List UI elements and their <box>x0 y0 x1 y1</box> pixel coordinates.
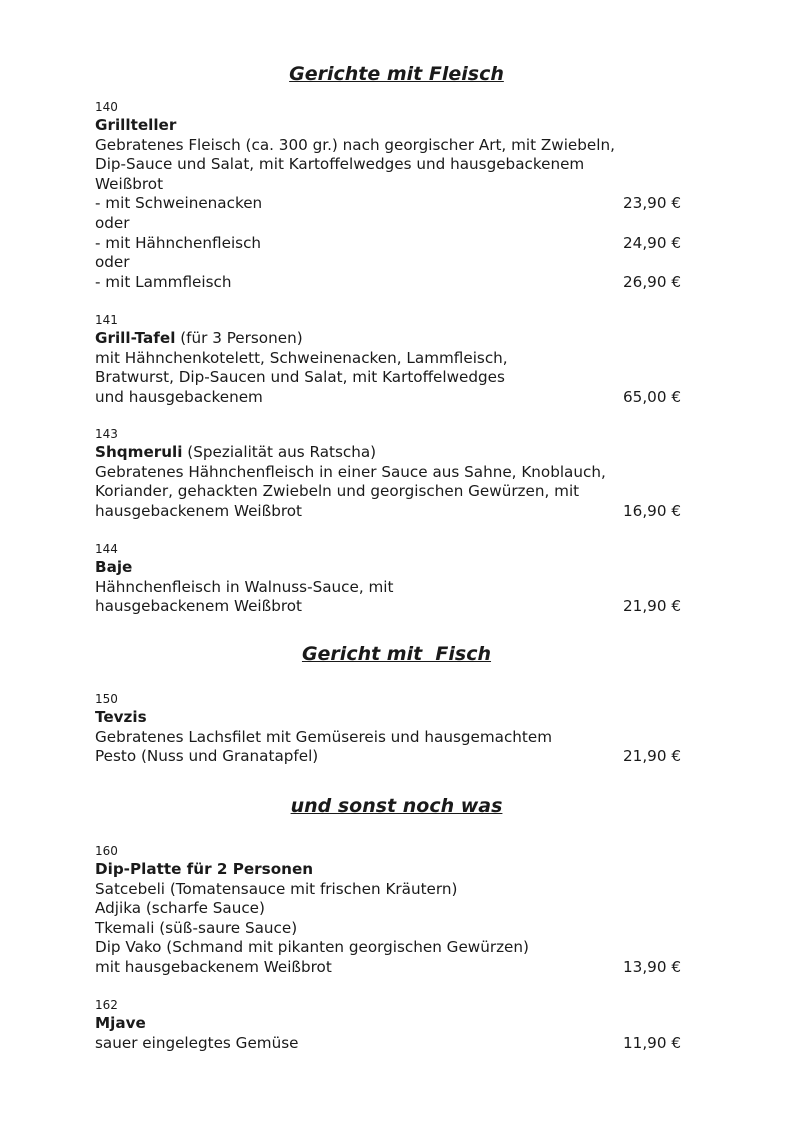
item-number: 160 <box>95 844 118 858</box>
item-price: 21,90 € <box>623 747 681 766</box>
item-description-line: mit hausgebackenem Weißbrot 13,90 € <box>95 957 681 976</box>
item-description-line: Tkemali (süß-saure Sauce) <box>95 918 298 937</box>
item-price: 26,90 € <box>623 272 681 291</box>
item-description-line: sauer eingelegtes Gemüse 11,90 € <box>95 1033 681 1052</box>
item-description-line: Hähnchenfleisch in Walnuss-Sauce, mit <box>95 577 394 596</box>
item-price: 24,90 € <box>623 233 681 252</box>
menu-item-160 <box>95 842 685 978</box>
item-title <box>95 329 685 349</box>
item-number: 162 <box>95 998 118 1012</box>
item-option-line: - mit Schweinenacken 23,90 € <box>95 194 681 213</box>
item-price: 13,90 € <box>623 957 681 976</box>
item-note: (für 3 Personen) <box>175 329 303 347</box>
item-option-line: - mit Lammfleisch 26,90 € <box>95 272 681 291</box>
menu-item-141 <box>95 311 685 407</box>
item-price: 23,90 € <box>623 194 681 213</box>
menu-item-144 <box>95 540 685 617</box>
item-description-line: Adjika (scharfe Sauce) <box>95 899 265 918</box>
item-option-line: - mit Hähnchenfleisch 24,90 € <box>95 233 681 252</box>
item-description-line: Satcebeli (Tomatensauce mit frischen Kräutern) <box>95 879 458 898</box>
item-title <box>95 558 685 578</box>
item-price: 16,90 € <box>623 501 681 520</box>
menu-item-140 <box>95 98 685 292</box>
item-name: Grill-Tafel <box>95 329 176 347</box>
item-description-line: hausgebackenem Weißbrot 16,90 € <box>95 501 681 520</box>
item-description-line: mit Hähnchenkotelett, Schweinenacken, Lammfleisch, <box>95 348 508 367</box>
menu-item-150 <box>95 690 685 767</box>
item-description-line: hausgebackenem Weißbrot 21,90 € <box>95 597 681 616</box>
item-title <box>95 708 685 728</box>
item-description-line: Dip-Sauce und Salat, mit Kartoffelwedges und hausgebackenem <box>95 155 585 174</box>
item-name: Grillteller <box>95 116 177 134</box>
item-description-line: Dip Vako (Schmand mit pikanten georgischen Gewürzen) <box>95 938 529 957</box>
item-description-line: Pesto (Nuss und Granatapfel) 21,90 € <box>95 747 681 766</box>
item-number: 140 <box>95 100 118 114</box>
item-name: Shqmeruli <box>95 443 183 461</box>
item-title <box>95 1014 685 1034</box>
section-heading-meat: Gerichte mit Fleisch <box>289 63 504 85</box>
item-number: 143 <box>95 427 118 441</box>
item-number: 144 <box>95 542 118 556</box>
item-name: Baje <box>95 558 133 576</box>
item-price: 65,00 € <box>623 387 681 406</box>
item-price: 11,90 € <box>623 1033 681 1052</box>
item-description-line: Gebratenes Lachsfilet mit Gemüsereis und hausgemachtem <box>95 727 553 746</box>
section-heading-fish: Gericht mit Fisch <box>301 643 492 665</box>
item-description-line: Bratwurst, Dip-Saucen und Salat, mit Kartoffelwedges <box>95 368 505 387</box>
item-option-line: oder <box>95 213 130 232</box>
item-number: 141 <box>95 313 118 327</box>
item-description-line: Gebratenes Fleisch (ca. 300 gr.) nach georgischer Art, mit Zwiebeln, <box>95 135 615 154</box>
item-description-line: und hausgebackenem 65,00 € <box>95 387 681 406</box>
menu-item-162 <box>95 996 685 1053</box>
item-title <box>95 860 685 880</box>
item-title <box>95 443 685 463</box>
item-description-line: Gebratenes Hähnchenfleisch in einer Sauce aus Sahne, Knoblauch, <box>95 462 606 481</box>
item-title <box>95 116 685 136</box>
item-name: Dip-Platte für 2 Personen <box>95 860 314 878</box>
item-name: Mjave <box>95 1014 146 1032</box>
section-heading-other: und sonst noch was <box>290 795 503 817</box>
item-description-line: Koriander, gehackten Zwiebeln und georgischen Gewürzen, mit <box>95 482 580 501</box>
item-description-line: Weißbrot <box>95 174 164 193</box>
menu-item-143 <box>95 425 685 521</box>
item-name: Tevzis <box>95 708 147 726</box>
item-option-line: oder <box>95 253 130 272</box>
item-number: 150 <box>95 692 118 706</box>
item-price: 21,90 € <box>623 597 681 616</box>
item-note: (Spezialität aus Ratscha) <box>182 443 377 461</box>
